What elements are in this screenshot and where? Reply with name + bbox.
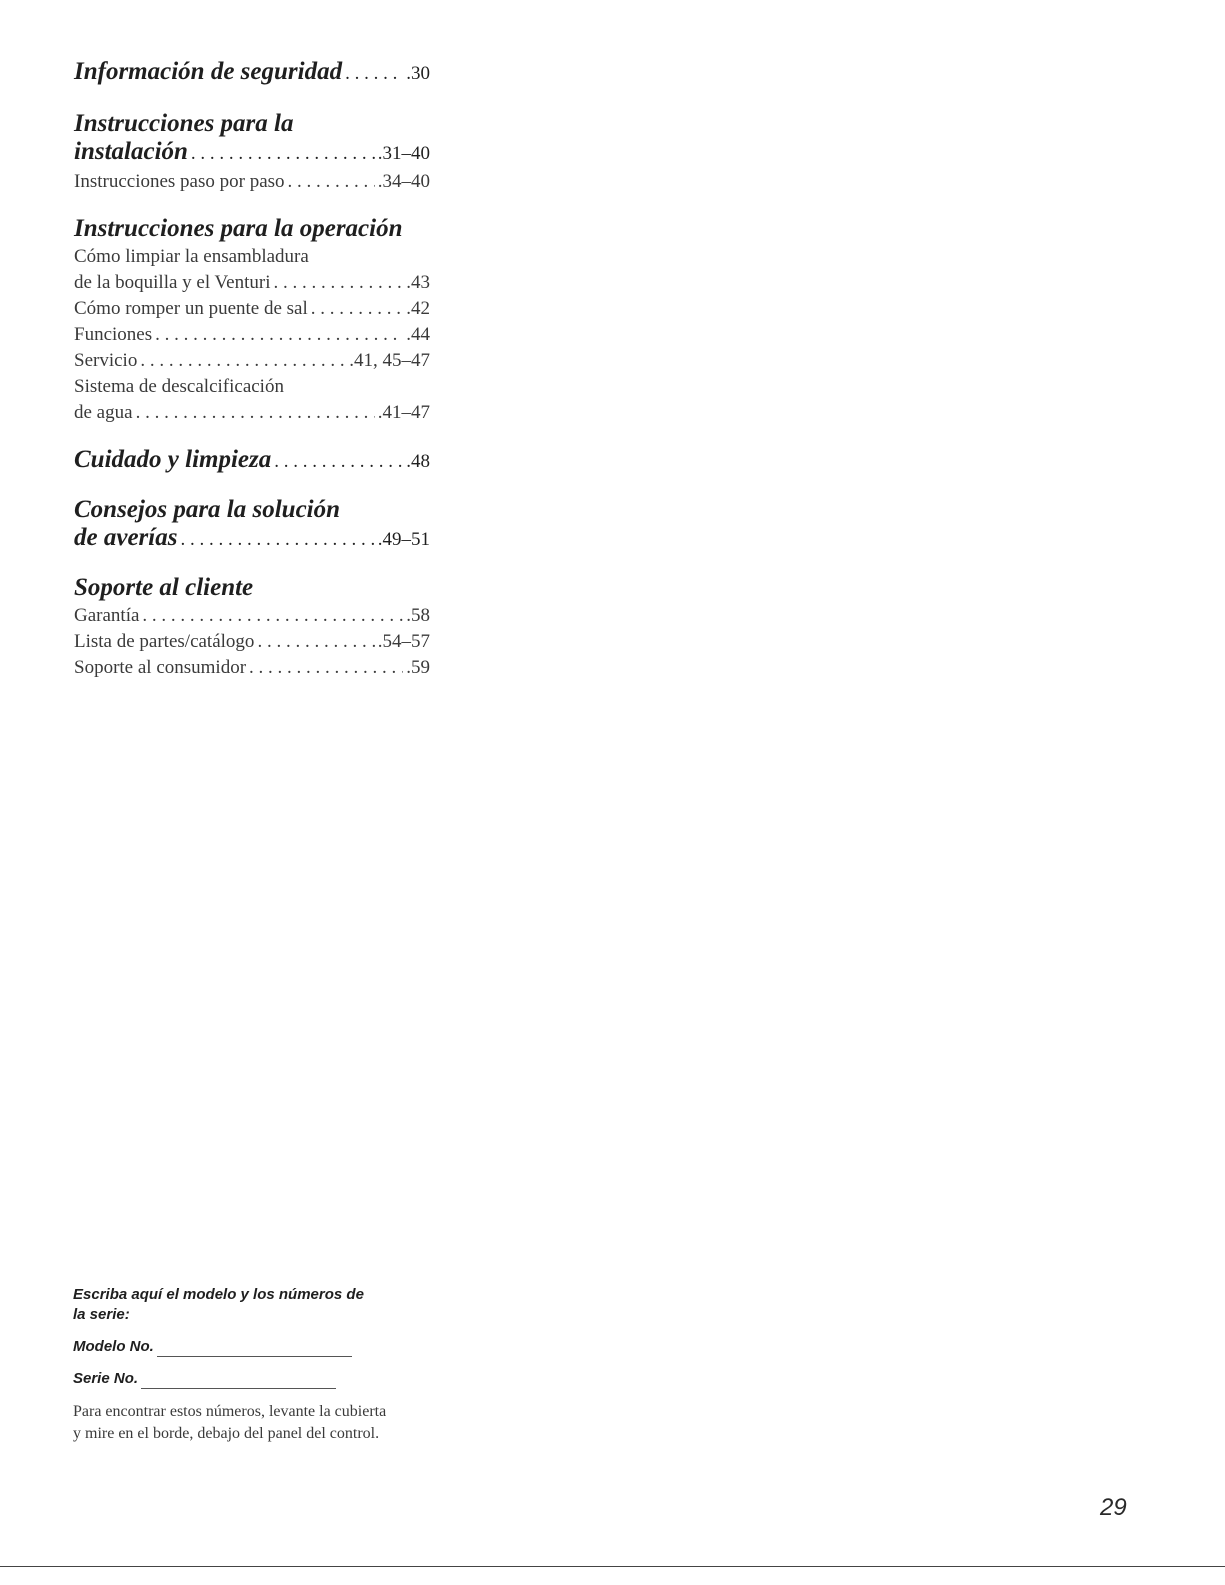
serial-number-blank <box>141 1374 336 1389</box>
toc-section-support <box>74 574 430 681</box>
toc-page-ref: .43 <box>406 272 430 293</box>
toc-heading: Información de seguridad <box>74 58 343 85</box>
toc-entry-installation[interactable] <box>74 138 430 168</box>
toc-section-troubleshooting <box>74 496 430 554</box>
model-number-blank <box>157 1342 352 1357</box>
toc-page-ref: .41, 45–47 <box>349 350 430 371</box>
toc-section-care <box>74 446 430 476</box>
toc-page-ref: .59 <box>406 657 430 678</box>
toc-item-label-line: Cómo limpiar la ensambladura <box>74 246 309 267</box>
model-number-label: Modelo No. <box>73 1338 154 1355</box>
toc-item[interactable] <box>74 629 430 655</box>
model-number-field <box>73 1337 393 1357</box>
toc-heading: instalación <box>74 138 188 165</box>
bottom-rule <box>0 1566 1225 1567</box>
toc-entry-safety[interactable] <box>74 58 430 88</box>
toc-entry-troubleshooting[interactable] <box>74 524 430 554</box>
toc-item[interactable] <box>74 322 430 348</box>
record-note: Para encontrar estos números, levante la cubierta y mire en el borde, debajo del panel del control. <box>73 1403 387 1442</box>
dot-leader <box>311 296 403 322</box>
toc-item[interactable] <box>74 603 430 629</box>
toc-heading: Soporte al cliente <box>74 574 254 601</box>
toc-item-label: de agua <box>74 402 133 423</box>
toc-page-ref: .30 <box>406 63 430 84</box>
toc-item-label-line: Sistema de descalcificación <box>74 376 284 397</box>
toc-item[interactable] <box>74 348 430 374</box>
toc-item[interactable] <box>74 169 430 195</box>
toc-page-ref: .41–47 <box>377 402 430 423</box>
toc-item[interactable] <box>74 296 430 322</box>
toc-heading: de averías <box>74 524 178 551</box>
dot-leader <box>136 400 375 426</box>
toc-section-operation <box>74 215 430 426</box>
toc-heading: Instrucciones para la operación <box>74 215 403 242</box>
toc-page-ref: .34–40 <box>377 171 430 192</box>
toc-item-label: de la boquilla y el Venturi <box>74 272 271 293</box>
dot-leader <box>257 629 374 655</box>
toc-item-label: Funciones <box>74 324 153 345</box>
page-number: 29 <box>1100 1494 1127 1521</box>
toc-heading: Consejos para la solución <box>74 496 341 523</box>
toc-page-ref: .31–40 <box>377 143 430 164</box>
toc-section-installation <box>74 110 430 195</box>
toc-item-label: Garantía <box>74 605 140 626</box>
toc-item-label: Servicio <box>74 350 138 371</box>
model-serial-record <box>73 1285 393 1445</box>
toc-page-ref: .58 <box>406 605 430 626</box>
serial-number-field <box>73 1369 393 1389</box>
toc-item[interactable] <box>74 270 430 296</box>
toc-item-label: Cómo romper un puente de sal <box>74 298 308 319</box>
table-of-contents <box>74 58 430 701</box>
toc-page-ref: .42 <box>406 298 430 319</box>
dot-leader <box>288 169 375 195</box>
toc-page-ref: .44 <box>406 324 430 345</box>
dot-leader <box>345 58 403 88</box>
toc-section-safety <box>74 58 430 88</box>
toc-item[interactable] <box>74 400 430 426</box>
toc-page-ref: .48 <box>406 451 430 472</box>
serial-number-label: Serie No. <box>73 1370 139 1387</box>
dot-leader <box>155 322 403 348</box>
dot-leader <box>191 138 375 168</box>
toc-page-ref: .54–57 <box>377 631 430 652</box>
dot-leader <box>140 348 346 374</box>
dot-leader <box>274 446 403 476</box>
dot-leader <box>249 655 403 681</box>
dot-leader <box>180 524 374 554</box>
dot-leader <box>273 270 403 296</box>
toc-item-label: Soporte al consumidor <box>74 657 247 678</box>
toc-item-label: Lista de partes/catálogo <box>74 631 255 652</box>
toc-heading: Instrucciones para la <box>74 110 294 137</box>
toc-item[interactable] <box>74 655 430 681</box>
toc-heading: Cuidado y limpieza <box>74 446 272 473</box>
toc-item-label: Instrucciones paso por paso <box>74 171 285 192</box>
toc-entry-care[interactable] <box>74 446 430 476</box>
record-prompt: Escriba aquí el modelo y los números de la serie: <box>73 1286 364 1323</box>
dot-leader <box>142 603 403 629</box>
toc-page-ref: .49–51 <box>377 529 430 550</box>
